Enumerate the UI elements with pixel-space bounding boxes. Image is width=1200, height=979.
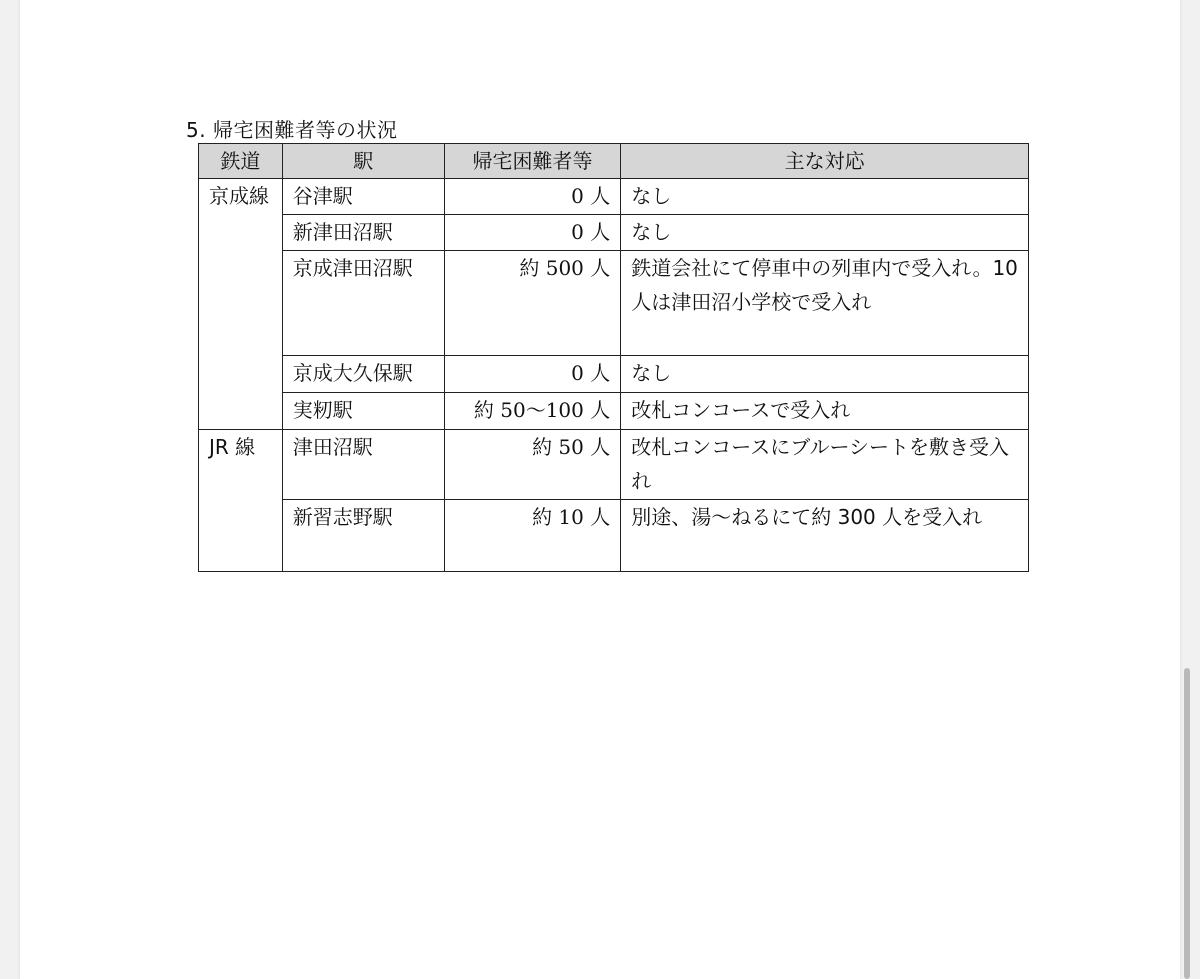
station-cell: 谷津駅 — [282, 179, 444, 215]
response-cell: 鉄道会社にて停車中の列車内で受入れ。10 人は津田沼小学校で受入れ — [621, 251, 1029, 356]
response-cell: 改札コンコースにブルーシートを敷き受入れ — [621, 430, 1029, 500]
table-row — [199, 179, 1029, 215]
table-row — [199, 356, 1029, 393]
station-cell: 京成津田沼駅 — [282, 251, 444, 356]
evacuee-status-table — [198, 143, 1029, 572]
station-cell: 新津田沼駅 — [282, 215, 444, 251]
station-cell: 実籾駅 — [282, 393, 444, 430]
station-cell: 津田沼駅 — [282, 430, 444, 500]
count-cell: 0 人 — [444, 179, 621, 215]
response-cell: なし — [621, 179, 1029, 215]
station-cell: 新習志野駅 — [282, 500, 444, 572]
header-rail: 鉄道 — [199, 144, 283, 179]
document-page — [20, 0, 1180, 979]
count-cell: 約 500 人 — [444, 251, 621, 356]
vertical-scrollbar[interactable] — [1184, 668, 1190, 979]
table-row — [199, 430, 1029, 500]
response-cell: 改札コンコースで受入れ — [621, 393, 1029, 430]
header-station: 駅 — [282, 144, 444, 179]
response-cell: 別途、湯～ねるにて約 300 人を受入れ — [621, 500, 1029, 572]
table-row — [199, 500, 1029, 572]
table-row — [199, 393, 1029, 430]
count-cell: 0 人 — [444, 215, 621, 251]
response-cell: なし — [621, 356, 1029, 393]
header-count: 帰宅困難者等 — [444, 144, 621, 179]
response-cell: なし — [621, 215, 1029, 251]
count-cell: 約 50 人 — [444, 430, 621, 500]
table-row — [199, 215, 1029, 251]
rail-keisei: 京成線 — [199, 179, 283, 430]
count-cell: 約 50～100 人 — [444, 393, 621, 430]
table-header-row — [199, 144, 1029, 179]
table-row — [199, 251, 1029, 356]
station-cell: 京成大久保駅 — [282, 356, 444, 393]
section-title: 5. 帰宅困難者等の状況 — [186, 118, 398, 142]
count-cell: 0 人 — [444, 356, 621, 393]
header-response: 主な対応 — [621, 144, 1029, 179]
rail-jr: JR 線 — [199, 430, 283, 572]
count-cell: 約 10 人 — [444, 500, 621, 572]
